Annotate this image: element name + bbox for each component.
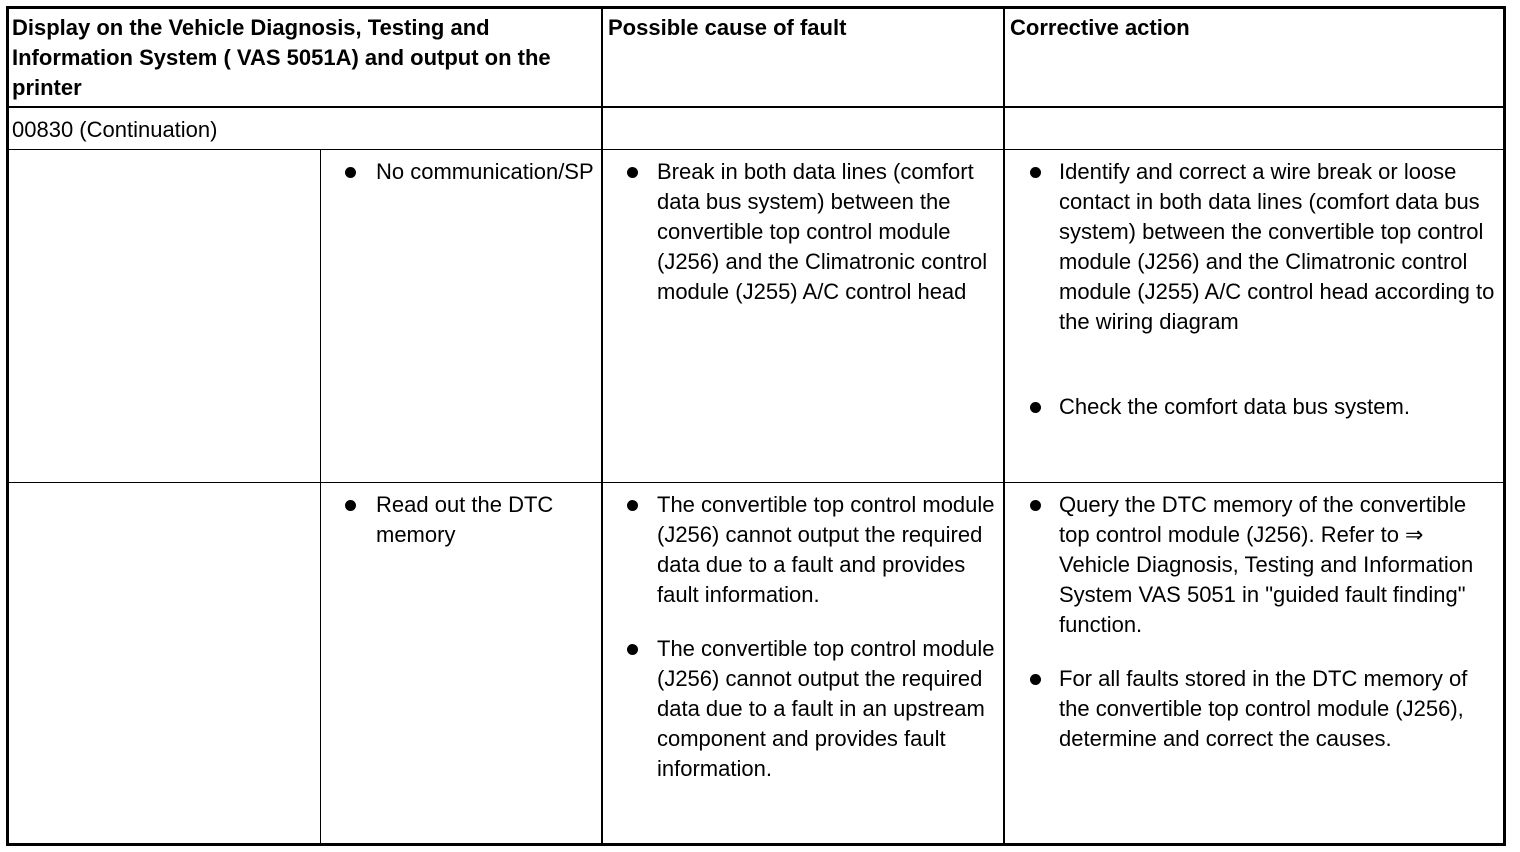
col-divider-subdisplay (320, 150, 321, 844)
row2-action-2: For all faults stored in the DTC memory of the convertible top control module (J256), determine and correct the causes. (1059, 666, 1468, 751)
header-divider (6, 106, 1506, 108)
row2-display: Read out the DTC memory (376, 492, 554, 547)
row2-cause-2: The convertible top control module (J256) cannot output the required data due to a fault in an upstream component and provides fault information. (657, 636, 995, 781)
bullet-icon (1030, 402, 1041, 413)
bullet-icon (345, 167, 356, 178)
row-divider (6, 482, 1506, 483)
bullet-icon (627, 500, 638, 511)
continuation-divider (6, 149, 1506, 150)
col-divider-cause (601, 8, 603, 844)
bullet-icon (627, 167, 638, 178)
bullet-icon (1030, 674, 1041, 685)
header-cause: Possible cause of fault (608, 15, 847, 40)
header-display: Display on the Vehicle Diagnosis, Testing and Information System ( VAS 5051A) and output on the printer (12, 15, 551, 100)
bullet-icon (1030, 500, 1041, 511)
row1-display: No communication/SP (376, 159, 594, 184)
bullet-icon (627, 644, 638, 655)
header-action: Corrective action (1010, 15, 1190, 40)
row2-cause-1: The convertible top control module (J256) cannot output the required data due to a fault and provides fault information. (657, 492, 995, 607)
bullet-icon (1030, 167, 1041, 178)
row2-action-1: Query the DTC memory of the convertible top control module (J256). Refer to ⇒ Vehicle Diagnosis, Testing and Information System VAS 5051 in "guided fault finding" function. (1059, 492, 1474, 637)
row1-action-1: Identify and correct a wire break or loose contact in both data lines (comfort data bus system) between the convertible top control module (J256) and the Climatronic control module (J255) A/C control head according to the wiring diagram (1059, 159, 1495, 334)
col-divider-action (1003, 8, 1005, 844)
row1-action-2: Check the comfort data bus system. (1059, 394, 1410, 419)
bullet-icon (345, 500, 356, 511)
row1-cause-1: Break in both data lines (comfort data bus system) between the convertible top control module (J256) and the Climatronic control module (J255) A/C control head (657, 159, 988, 304)
continuation-label: 00830 (Continuation) (12, 117, 218, 142)
